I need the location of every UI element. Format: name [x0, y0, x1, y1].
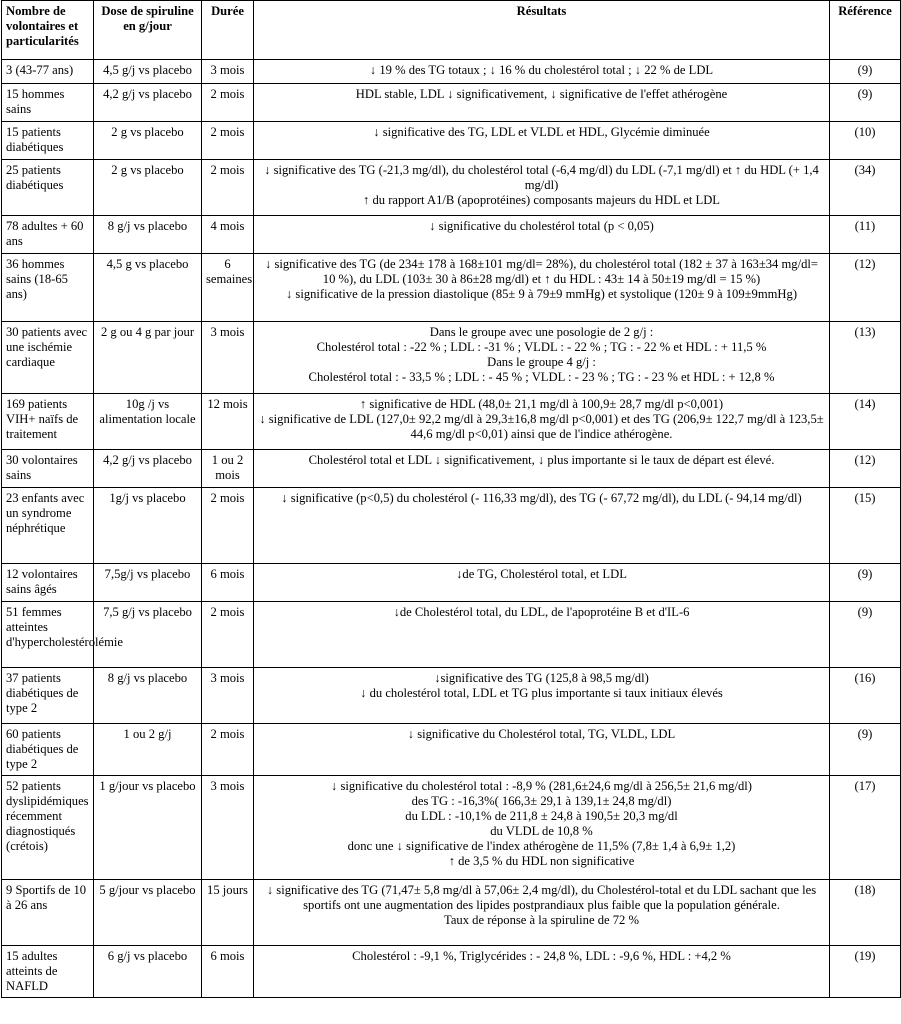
- reference-cell: (10): [830, 122, 901, 160]
- reference-cell: (14): [830, 394, 901, 450]
- spirulina-studies-table: [1, 0, 901, 998]
- dose-cell: 7,5g/j vs placebo: [94, 564, 202, 602]
- duration-cell: 6 mois: [202, 946, 254, 998]
- result-line: ↑ du rapport A1/B (apoprotéines) composants majeurs du HDL et LDL: [363, 193, 720, 207]
- duration-cell: 2 mois: [202, 488, 254, 564]
- reference-cell: (18): [830, 880, 901, 946]
- volunteers-cell: 25 patients diabétiques: [2, 160, 94, 216]
- result-line: ↑ significative de HDL (48,0± 21,1 mg/dl à 100,9± 28,7 mg/dl p<0,001): [359, 397, 724, 411]
- results-cell: [254, 394, 830, 450]
- table-row: [2, 216, 901, 254]
- header-volunteers: Nombre de volontaires et particularités: [2, 1, 94, 60]
- result-line: ↓ 19 % des TG totaux ; ↓ 16 % du cholestérol total ; ↓ 22 % de LDL: [369, 63, 714, 77]
- table-row: [2, 724, 901, 776]
- dose-cell: 10g /j vs alimentation locale: [94, 394, 202, 450]
- volunteers-cell: 3 (43-77 ans): [2, 60, 94, 84]
- duration-cell: 1 ou 2 mois: [202, 450, 254, 488]
- reference-cell: (9): [830, 84, 901, 122]
- header-results: Résultats: [254, 1, 830, 60]
- reference-cell: (19): [830, 946, 901, 998]
- volunteers-cell: 78 adultes + 60 ans: [2, 216, 94, 254]
- dose-cell: 2 g vs placebo: [94, 160, 202, 216]
- result-line: ↓ significative (p<0,5) du cholestérol (- 116,33 mg/dl), des TG (- 67,72 mg/dl), du LDL (- 94,14 mg/dl): [281, 491, 802, 505]
- volunteers-cell: 51 femmes atteintes d'hypercholestérolémie: [2, 602, 94, 668]
- duration-cell: 2 mois: [202, 602, 254, 668]
- table-row: [2, 160, 901, 216]
- result-line: Taux de réponse à la spiruline de 72 %: [444, 913, 639, 927]
- duration-cell: 12 mois: [202, 394, 254, 450]
- results-cell: [254, 60, 830, 84]
- dose-cell: 2 g vs placebo: [94, 122, 202, 160]
- results-cell: [254, 160, 830, 216]
- volunteers-cell: 36 hommes sains (18-65 ans): [2, 254, 94, 322]
- dose-cell: 1 g/jour vs placebo: [94, 776, 202, 880]
- duration-cell: 4 mois: [202, 216, 254, 254]
- reference-cell: (12): [830, 450, 901, 488]
- table-row: [2, 450, 901, 488]
- duration-cell: 3 mois: [202, 776, 254, 880]
- dose-cell: 4,5 g vs placebo: [94, 254, 202, 322]
- header-dose: Dose de spiruline en g/jour: [94, 1, 202, 60]
- result-line: ↓ significative des TG (de 234± 178 à 168±101 mg/dl= 28%), du cholestérol total (182 ± 37 à 163±34 mg/dl= 10 %), du LDL (103± 30 à 86±28 mg/dl) et ↑ du HDL : 43± 14 à 50±19 mg/dl = 15 %): [265, 257, 818, 286]
- results-cell: [254, 946, 830, 998]
- volunteers-cell: 23 enfants avec un syndrome néphrétique: [2, 488, 94, 564]
- reference-cell: (34): [830, 160, 901, 216]
- result-line: ↓de Cholestérol total, du LDL, de l'apoprotéine B et d'IL-6: [393, 605, 690, 619]
- volunteers-cell: 12 volontaires sains âgés: [2, 564, 94, 602]
- results-cell: [254, 488, 830, 564]
- dose-cell: 4,2 g/j vs placebo: [94, 84, 202, 122]
- result-line: Dans le groupe avec une posologie de 2 g/j :: [429, 325, 654, 339]
- table-row: [2, 564, 901, 602]
- results-cell: [254, 322, 830, 394]
- result-line: des TG : -16,3%( 166,3± 29,1 à 139,1± 24,8 mg/dl): [411, 794, 672, 808]
- result-line: du LDL : -10,1% de 211,8 ± 24,8 à 190,5± 20,3 mg/dl: [405, 809, 678, 823]
- volunteers-cell: 37 patients diabétiques de type 2: [2, 668, 94, 724]
- duration-cell: 3 mois: [202, 322, 254, 394]
- results-cell: [254, 122, 830, 160]
- dose-cell: 4,2 g/j vs placebo: [94, 450, 202, 488]
- duration-cell: 3 mois: [202, 60, 254, 84]
- result-line: ↓ significative du Cholestérol total, TG, VLDL, LDL: [407, 727, 676, 741]
- result-line: ↓significative des TG (125,8 à 98,5 mg/dl): [434, 671, 649, 685]
- dose-cell: 7,5 g/j vs placebo: [94, 602, 202, 668]
- table-body: [2, 60, 901, 998]
- table-row: [2, 668, 901, 724]
- duration-cell: 6 mois: [202, 564, 254, 602]
- dose-cell: 2 g ou 4 g par jour: [94, 322, 202, 394]
- dose-cell: 8 g/j vs placebo: [94, 216, 202, 254]
- results-cell: [254, 602, 830, 668]
- table-row: [2, 776, 901, 880]
- duration-cell: 2 mois: [202, 122, 254, 160]
- result-line: Cholestérol total : - 33,5 % ; LDL : - 45 % ; VLDL : - 23 % ; TG : - 23 % et HDL : + 12,8 %: [308, 370, 775, 384]
- reference-cell: (15): [830, 488, 901, 564]
- results-cell: [254, 84, 830, 122]
- results-cell: [254, 880, 830, 946]
- volunteers-cell: 60 patients diabétiques de type 2: [2, 724, 94, 776]
- reference-cell: (16): [830, 668, 901, 724]
- results-cell: [254, 724, 830, 776]
- result-line: ↓ significative du cholestérol total (p < 0,05): [429, 219, 654, 233]
- table-row: [2, 946, 901, 998]
- reference-cell: (9): [830, 602, 901, 668]
- volunteers-cell: 169 patients VIH+ naïfs de traitement: [2, 394, 94, 450]
- reference-cell: (11): [830, 216, 901, 254]
- result-line: donc une ↓ significative de l'index athérogène de 11,5% (7,8± 1,4 à 6,9± 1,2): [347, 839, 736, 853]
- dose-cell: 4,5 g/j vs placebo: [94, 60, 202, 84]
- duration-cell: 2 mois: [202, 160, 254, 216]
- table-row: [2, 394, 901, 450]
- results-cell: [254, 776, 830, 880]
- duration-cell: 15 jours: [202, 880, 254, 946]
- reference-cell: (9): [830, 564, 901, 602]
- table-row: [2, 488, 901, 564]
- result-line: ↓ significative des TG (-21,3 mg/dl), du cholestérol total (-6,4 mg/dl) du LDL (-7,1 mg/dl) et ↑ du HDL (+ 1,4 mg/dl): [264, 163, 819, 192]
- result-line: Dans le groupe 4 g/j :: [487, 355, 596, 369]
- volunteers-cell: 15 hommes sains: [2, 84, 94, 122]
- table-row: [2, 122, 901, 160]
- volunteers-cell: 15 adultes atteints de NAFLD: [2, 946, 94, 998]
- volunteers-cell: 30 patients avec une ischémie cardiaque: [2, 322, 94, 394]
- duration-cell: 3 mois: [202, 668, 254, 724]
- header-duration: Durée: [202, 1, 254, 60]
- table-row: [2, 880, 901, 946]
- result-line: Cholestérol total et LDL ↓ significativement, ↓ plus importante si le taux de départ est élevé.: [308, 453, 775, 467]
- volunteers-cell: 9 Sportifs de 10 à 26 ans: [2, 880, 94, 946]
- result-line: ↓ significative du cholestérol total : -8,9 % (281,6±24,6 mg/dl à 256,5± 21,6 mg/dl): [331, 779, 752, 793]
- result-line: ↓ significative de la pression diastolique (85± 9 à 79±9 mmHg) et systolique (120± 9 à 109±9mmHg): [285, 287, 798, 301]
- results-cell: [254, 564, 830, 602]
- table-row: [2, 602, 901, 668]
- result-line: HDL stable, LDL ↓ significativement, ↓ significative de l'effet athérogène: [355, 87, 728, 101]
- result-line: du VLDL de 10,8 %: [490, 824, 593, 838]
- duration-cell: 6 semaines: [202, 254, 254, 322]
- reference-cell: (17): [830, 776, 901, 880]
- result-line: Cholestérol total : -22 % ; LDL : -31 % ; VLDL : - 22 % ; TG : - 22 % et HDL : + 11,5 %: [316, 340, 767, 354]
- dose-cell: 6 g/j vs placebo: [94, 946, 202, 998]
- dose-cell: 5 g/jour vs placebo: [94, 880, 202, 946]
- volunteers-cell: 15 patients diabétiques: [2, 122, 94, 160]
- table-row: [2, 60, 901, 84]
- results-cell: [254, 254, 830, 322]
- dose-cell: 1 ou 2 g/j: [94, 724, 202, 776]
- reference-cell: (9): [830, 724, 901, 776]
- result-line: Cholestérol : -9,1 %, Triglycérides : - 24,8 %, LDL : -9,6 %, HDL : +4,2 %: [352, 949, 731, 963]
- result-line: ↓ significative des TG, LDL et VLDL et HDL, Glycémie diminuée: [373, 125, 710, 139]
- table-row: [2, 84, 901, 122]
- table-row: [2, 254, 901, 322]
- volunteers-cell: 52 patients dyslipidémiques récemment diagnostiqués (crétois): [2, 776, 94, 880]
- result-line: ↓ significative des TG (71,47± 5,8 mg/dl à 57,06± 2,4 mg/dl), du Cholestérol-total et du LDL sachant que les sportifs ont une augmentation des lipides postprandiaux plus faible que la population générale.: [266, 883, 817, 912]
- result-line: ↑ de 3,5 % du HDL non significative: [448, 854, 635, 868]
- reference-cell: (13): [830, 322, 901, 394]
- volunteers-cell: 30 volontaires sains: [2, 450, 94, 488]
- header-row: [2, 1, 901, 60]
- result-line: ↓ du cholestérol total, LDL et TG plus importante si taux initiaux élevés: [360, 686, 723, 700]
- dose-cell: 8 g/j vs placebo: [94, 668, 202, 724]
- results-cell: [254, 668, 830, 724]
- duration-cell: 2 mois: [202, 724, 254, 776]
- result-line: ↓de TG, Cholestérol total, et LDL: [456, 567, 627, 581]
- table-row: [2, 322, 901, 394]
- results-cell: [254, 216, 830, 254]
- dose-cell: 1g/j vs placebo: [94, 488, 202, 564]
- result-line: ↓ significative de LDL (127,0± 92,2 mg/dl à 29,3±16,8 mg/dl p<0,001) et des TG (206,9± 122,7 mg/dl à 123,5± 44,6 mg/dl p<0,01) ainsi que de l'indice athérogène.: [259, 412, 824, 441]
- duration-cell: 2 mois: [202, 84, 254, 122]
- reference-cell: (9): [830, 60, 901, 84]
- results-cell: [254, 450, 830, 488]
- reference-cell: (12): [830, 254, 901, 322]
- header-reference: Référence: [830, 1, 901, 60]
